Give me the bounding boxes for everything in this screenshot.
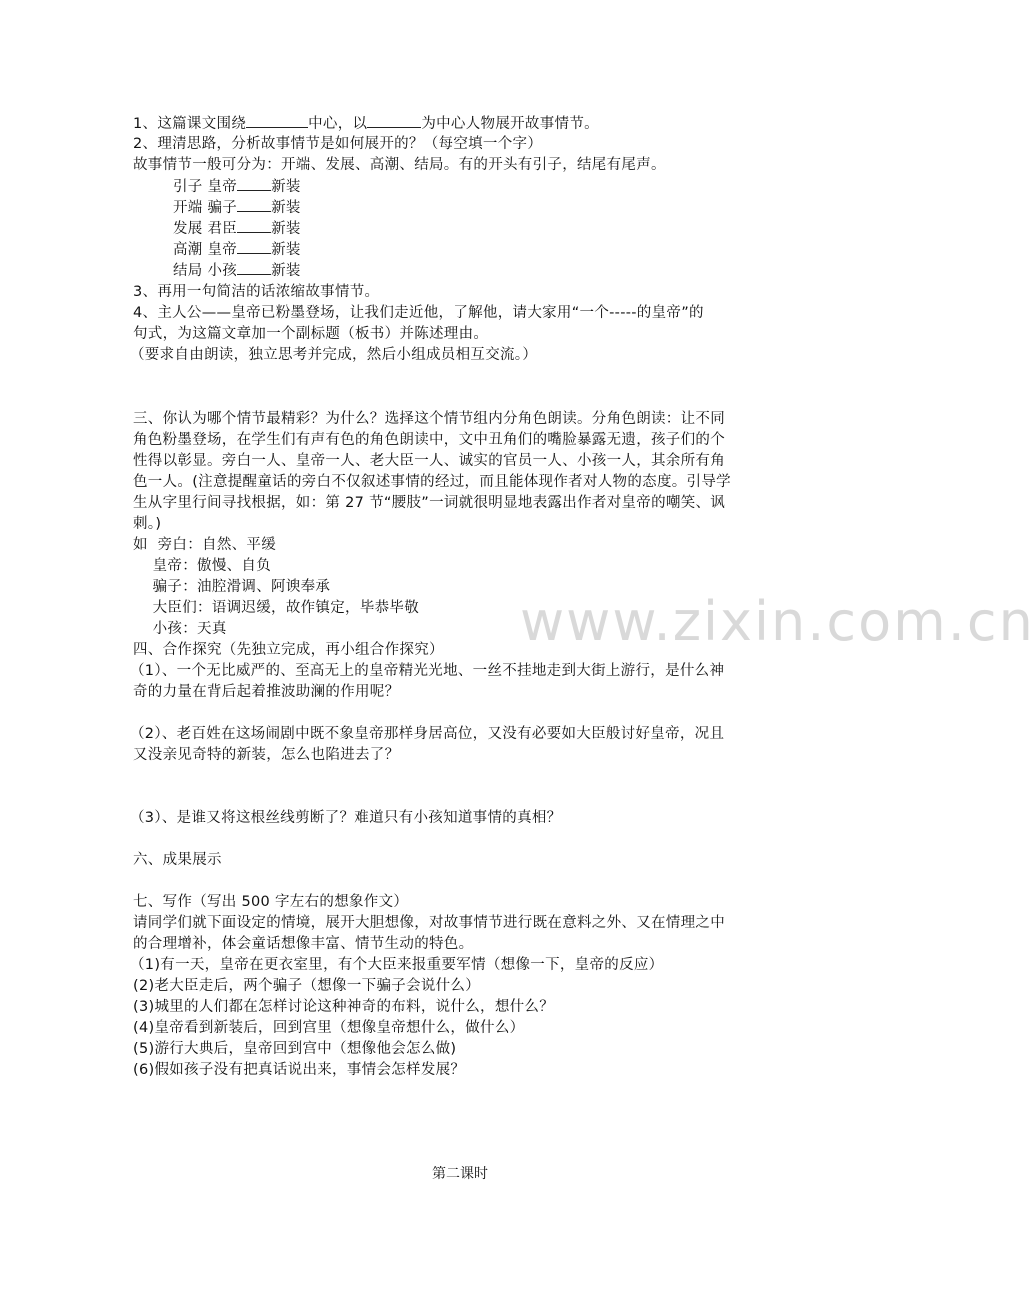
plot-intro: 故事情节一般可分为：开端、发展、高潮、结局。有的开头有引子，结尾有尾声。 [133, 157, 666, 173]
section-3-line: 色一人。(注意提醒童话的旁白不仅叙述事情的经过，而且能体现作者对人物的态度。引导学 [133, 474, 731, 490]
section-7-intro-2: 的合理增补，体会童话想像丰富、情节生动的特色。 [133, 936, 474, 952]
plot-item: 开端 骗子 新装 [173, 197, 301, 219]
section-3-line: 三、你认为哪个情节最精彩？为什么？选择这个情节组内分角色朗读。分角色朗读：让不同 [133, 411, 725, 427]
role-tone: 小孩：天真 [133, 621, 227, 637]
q1-text-b: 中心，以 [308, 116, 368, 132]
section-3-line: 角色粉墨登场，在学生们有声有色的角色朗读中，文中丑角们的嘴脸暴露无遗，孩子们的个 [133, 432, 725, 448]
plot-item: 发展 君臣 新装 [173, 218, 301, 240]
role-tone: 如 旁白：自然、平缓 [133, 537, 277, 553]
section-4-q1-line-2: 奇的力量在背后起着推波助澜的作用呢？ [133, 684, 400, 700]
section-3-line: 刺。) [133, 516, 162, 532]
page-footer: 第二课时 [432, 1166, 488, 1182]
q1-text-a: 1、这篇课文围绕 [133, 116, 247, 132]
writing-prompt: (2)老大臣走后，两个骗子（想像一下骗子会说什么） [133, 978, 481, 994]
question-1 [133, 113, 599, 135]
answer-blank[interactable] [237, 260, 271, 275]
q1-text-c: 为中心人物展开故事情节。 [421, 116, 599, 132]
answer-blank[interactable] [237, 197, 271, 212]
role-tone: 皇帝：傲慢、自负 [133, 558, 272, 574]
section-3-line: 性得以彰显。旁白一人、皇帝一人、老大臣一人、诚实的官员一人、小孩一人，其余所有角 [133, 453, 725, 469]
question-4-line-2: 句式，为这篇文章加一个副标题（板书）并陈述理由。 [133, 326, 489, 342]
answer-blank[interactable] [237, 218, 271, 233]
answer-blank[interactable] [237, 176, 271, 191]
writing-prompt: (5)游行大典后，皇帝回到宫中（想像他会怎么做) [133, 1041, 457, 1057]
question-4-line-1: 4、主人公——皇帝已粉墨登场，让我们走近他，了解他，请大家用“一个-----的皇帝”的 [133, 305, 704, 321]
section-4-title: 四、合作探究（先独立完成，再小组合作探究） [133, 642, 444, 658]
writing-prompt: (4)皇帝看到新装后，回到宫里（想像皇帝想什么，做什么） [133, 1020, 525, 1036]
plot-item: 高潮 皇帝 新装 [173, 239, 301, 261]
answer-blank[interactable] [237, 239, 271, 254]
answer-blank[interactable] [367, 113, 421, 128]
question-2-title: 2、理清思路，分析故事情节是如何展开的？（每空填一个字） [133, 136, 543, 152]
answer-blank[interactable] [246, 113, 308, 128]
section-7-intro-1: 请同学们就下面设定的情境，展开大胆想像，对故事情节进行既在意料之外、又在情理之中 [133, 915, 725, 931]
plot-item: 结局 小孩 新装 [173, 260, 301, 282]
question-4-note: （要求自由朗读，独立思考并完成，然后小组成员相互交流。） [130, 347, 538, 363]
section-6-title: 六、成果展示 [133, 852, 222, 868]
section-4-q2-line-1: （2）、老百姓在这场闹剧中既不象皇帝那样身居高位，又没有必要如大臣般讨好皇帝，况且 [130, 726, 725, 742]
writing-prompt: (3)城里的人们都在怎样讨论这种神奇的布料，说什么，想什么？ [133, 999, 555, 1015]
question-3: 3、再用一句简洁的话浓缩故事情节。 [133, 284, 380, 300]
writing-prompt: (6)假如孩子没有把真话说出来，事情会怎样发展？ [133, 1062, 466, 1078]
section-7-title: 七、写作（写出 500 字左右的想象作文） [133, 894, 409, 910]
writing-prompt: （1)有一天，皇帝在更衣室里，有个大臣来报重要军情（想像一下，皇帝的反应） [130, 957, 664, 973]
plot-item: 引子 皇帝 新装 [173, 176, 301, 198]
section-4-q2-line-2: 又没亲见奇特的新装，怎么也陷进去了？ [133, 747, 400, 763]
role-tone: 大臣们：语调迟缓，故作镇定，毕恭毕敬 [133, 600, 420, 616]
role-tone: 骗子：油腔滑调、阿谀奉承 [133, 579, 331, 595]
section-4-q1-line-1: （1）、一个无比威严的、至高无上的皇帝精光光地、一丝不挂地走到大街上游行，是什么神 [130, 663, 725, 679]
section-4-q3: （3）、是谁又将这根丝线剪断了？难道只有小孩知道事情的真相？ [130, 810, 562, 826]
section-3-line: 生从字里行间寻找根据，如：第 27 节“腰肢”一词就很明显地表露出作者对皇帝的嘲笑、讽 [133, 495, 726, 511]
watermark: www.zixin.com.cn [520, 590, 1035, 653]
